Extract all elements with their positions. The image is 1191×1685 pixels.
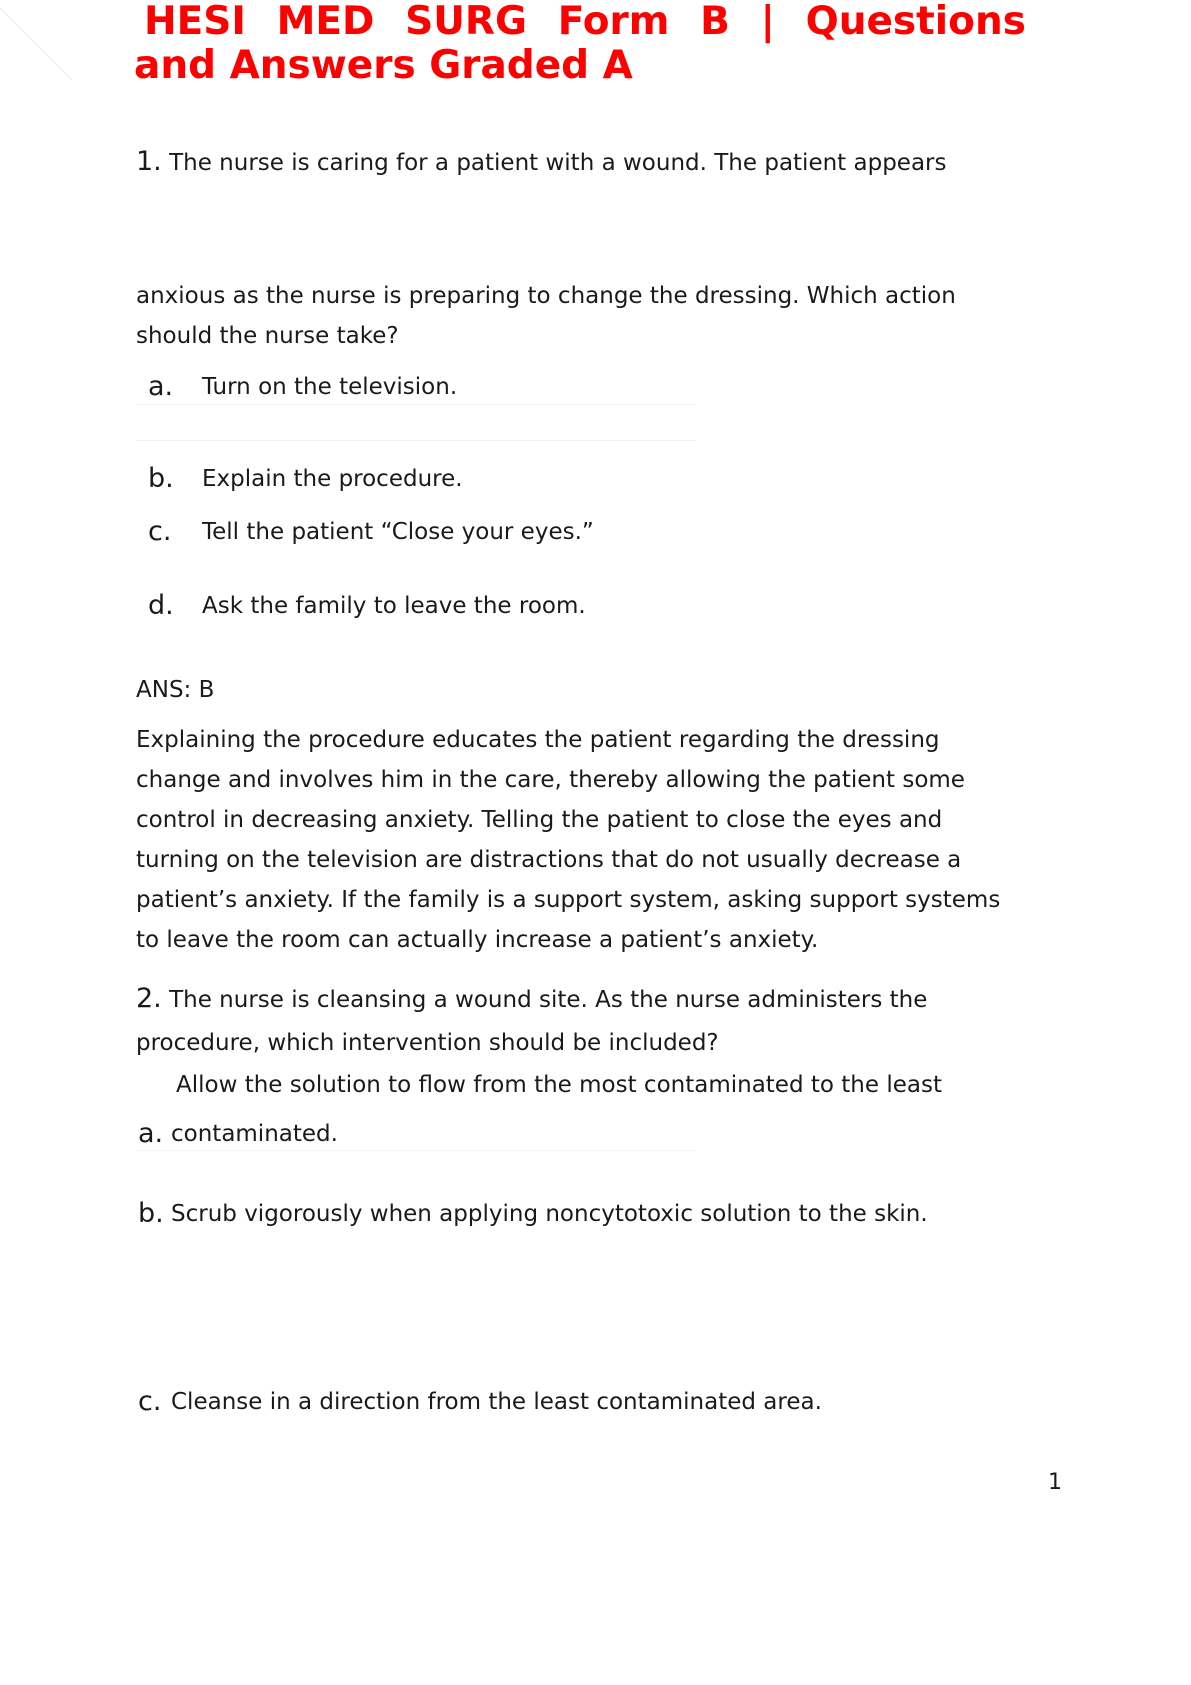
option-text[interactable]: contaminated. <box>171 1121 338 1147</box>
document-title <box>134 0 1034 88</box>
rationale-line: to leave the room can actually increase a patient’s anxiety. <box>136 927 819 953</box>
option-letter: b. <box>138 1198 164 1229</box>
option-letter: c. <box>148 516 172 547</box>
title-line-1 <box>134 0 1026 44</box>
title-word: Form <box>557 0 670 44</box>
rationale-line: change and involves him in the care, thereby allowing the patient some <box>136 767 965 793</box>
option-letter: a. <box>138 1118 164 1149</box>
question-number: 1. <box>136 146 162 177</box>
option-text[interactable]: Turn on the television. <box>202 374 458 400</box>
option-text[interactable]: Scrub vigorously when applying noncytotoxic solution to the skin. <box>171 1201 928 1227</box>
option-text[interactable]: Tell the patient “Close your eyes.” <box>202 519 594 545</box>
option-letter: b. <box>148 463 174 494</box>
question-1-stem-cont: should the nurse take? <box>136 323 399 349</box>
title-word: MED <box>276 0 375 44</box>
rationale <box>136 720 1066 960</box>
corner-fold-mark <box>0 0 80 80</box>
title-word: SURG <box>405 0 527 44</box>
rationale-line: turning on the television are distractions that do not usually decrease a <box>136 847 962 873</box>
rationale-line: Explaining the procedure educates the patient regarding the dressing <box>136 727 940 753</box>
option-letter: d. <box>148 590 174 621</box>
option-text[interactable]: Explain the procedure. <box>202 466 463 492</box>
option-letter: a. <box>148 371 174 402</box>
divider <box>136 440 696 441</box>
divider <box>136 404 696 405</box>
page-number: 1 <box>1048 1470 1062 1495</box>
option-text[interactable]: Cleanse in a direction from the least contaminated area. <box>171 1389 822 1415</box>
title-word: | <box>760 0 775 44</box>
rationale-line: patient’s anxiety. If the family is a support system, asking support systems <box>136 887 1001 913</box>
title-word: HESI <box>144 0 246 44</box>
option-text[interactable]: Allow the solution to flow from the most contaminated to the least <box>176 1072 942 1098</box>
question-2-stem-cont: procedure, which intervention should be included? <box>136 1030 719 1056</box>
question-text: The nurse is cleansing a wound site. As the nurse administers the <box>169 987 928 1013</box>
question-text: The nurse is caring for a patient with a wound. The patient appears <box>169 150 947 176</box>
title-word: B <box>700 0 730 44</box>
question-number: 2. <box>136 983 162 1014</box>
answer-key: ANS: B <box>136 677 215 703</box>
option-text[interactable]: Ask the family to leave the room. <box>202 593 586 619</box>
title-line-2: and Answers Graded A <box>134 43 633 88</box>
rationale-line: control in decreasing anxiety. Telling the patient to close the eyes and <box>136 807 943 833</box>
title-word: Questions <box>805 0 1026 44</box>
question-1-stem <box>136 148 946 177</box>
question-1-stem-cont: anxious as the nurse is preparing to change the dressing. Which action <box>136 283 956 309</box>
option-letter: c. <box>138 1386 162 1417</box>
question-2-stem <box>136 985 927 1014</box>
divider <box>136 1150 696 1151</box>
